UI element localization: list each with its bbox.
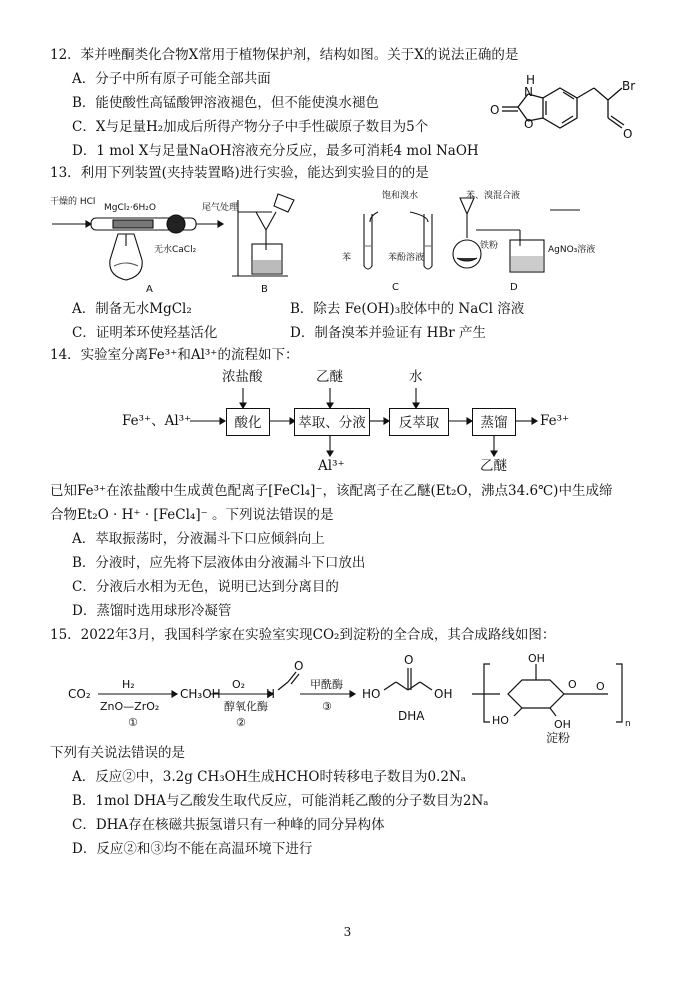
route-starch-o-ring: O <box>568 678 577 691</box>
apparatus-a-drier-label: 无水CaCl₂ <box>154 245 197 255</box>
apparatus-c-right-label: 苯酚溶液 <box>388 253 425 263</box>
q14-step-acidify: 酸化 <box>226 408 270 436</box>
q12-option-a: A．分子中所有原子可能全部共面 <box>72 71 271 87</box>
q13-option-b: B．除去 Fe(OH)₃胶体中的 NaCl 溶液 <box>290 301 525 317</box>
q14-step-distill: 蒸馏 <box>472 408 516 436</box>
apparatus-d-iron-label: 铁粉 <box>480 241 499 251</box>
q14-option-b: B．分液时，应先将下层液体由分液漏斗下口放出 <box>72 555 366 571</box>
apparatus-b-label: B <box>261 284 268 295</box>
route-cat1: ZnO—ZrO₂ <box>100 700 160 713</box>
q12-atom-o-ring: O <box>524 117 534 131</box>
q15-option-d: D．反应②和③均不能在高温环境下进行 <box>72 841 313 857</box>
q15-sub: 下列有关说法错误的是 <box>50 745 185 761</box>
q14-text-1: 已知Fe³⁺在浓盐酸中生成黄色配离子[FeCl₄]⁻，该配离子在乙醚(Et₂O，沸点34.6℃)中生成缔 <box>50 483 613 499</box>
route-hcho-o: O <box>294 659 304 673</box>
route-dha-oh: OH <box>434 687 453 701</box>
apparatus-d-label: D <box>510 282 518 293</box>
q14-step-extract: 萃取、分液 <box>294 408 370 436</box>
apparatus-b <box>228 190 318 295</box>
route-n2: ② <box>236 716 246 729</box>
q15-stem: 15．2022年3月，我国科学家在实验室实现CO₂到淀粉的全合成，其合成路线如图： <box>50 627 556 643</box>
route-co2: CO₂ <box>68 687 91 701</box>
q14-option-d: D．蒸馏时选用球形冷凝管 <box>72 603 232 619</box>
q12-option-c: C．X与足量H₂加成后所得产物分子中手性碳原子数目为5个 <box>72 119 429 135</box>
q14-step-back-extract: 反萃取 <box>389 408 449 436</box>
route-dha-label: DHA <box>398 709 425 723</box>
q12-stem: 12．苯并唑酮类化合物X常用于植物保护剂，结构如图。关于X的说法正确的是 <box>50 47 519 63</box>
page-number: 3 <box>343 925 352 939</box>
q12-atom-br: Br <box>622 79 636 93</box>
q13-stem: 13．利用下列装置(夹持装置略)进行实验，能达到实验目的的是 <box>50 165 429 181</box>
apparatus-c <box>340 186 450 296</box>
route-starch-oh-top: OH <box>528 652 545 665</box>
q14-flow-start: Fe³⁺、Al³⁺ <box>122 413 192 429</box>
apparatus-a-hcl-label: 干燥的 HCl <box>50 197 96 207</box>
apparatus-d-silver-label: AgNO₃溶液 <box>548 245 596 255</box>
apparatus-d-mix-label: 苯、溴混合液 <box>466 191 521 201</box>
route-starch-label: 淀粉 <box>546 731 571 745</box>
apparatus-a-label: A <box>146 284 153 295</box>
q14-input-ether: 乙醚 <box>316 369 343 385</box>
q13-option-c: C．证明苯环使羟基活化 <box>72 325 218 341</box>
q12-atom-h: H <box>526 73 536 87</box>
q12-option-b: B．能使酸性高锰酸钾溶液褪色，但不能使溴水褪色 <box>72 95 379 111</box>
route-n1: ① <box>128 716 138 729</box>
route-starch-oh-bottom: OH <box>554 718 571 731</box>
q14-flow-end: Fe³⁺ <box>540 413 570 429</box>
route-cat2: 醇氧化酶 <box>224 700 268 713</box>
q15-option-b: B．1mol DHA与乙酸发生取代反应，可能消耗乙酸的分子数目为2Nₐ <box>72 793 489 809</box>
route-starch-ho: HO <box>492 714 509 727</box>
apparatus-c-reagent-label: 饱和溴水 <box>382 191 419 201</box>
route-ch3oh: CH₃OH <box>180 687 221 701</box>
q15-option-c: C．DHA存在核磁共振氢谱只有一种峰的同分异构体 <box>72 817 385 833</box>
apparatus-c-left-label: 苯 <box>342 253 352 263</box>
route-dha-o: O <box>404 653 414 667</box>
q14-option-c: C．分液后水相为无色，说明已达到分离目的 <box>72 579 339 595</box>
q14-output-al: Al³⁺ <box>318 458 345 474</box>
q14-option-a: A．萃取振荡时，分液漏斗下口应倾斜向上 <box>72 531 325 547</box>
q14-input-water: 水 <box>409 369 423 385</box>
q12-structure-diagram <box>482 70 682 160</box>
q14-output-ether: 乙醚 <box>480 458 507 474</box>
route-dha-ho: HO <box>362 687 381 701</box>
q13-option-a: A．制备无水MgCl₂ <box>72 301 192 317</box>
apparatus-a <box>48 190 248 295</box>
q14-stem: 14．实验室分离Fe³⁺和Al³⁺的流程如下： <box>50 347 299 363</box>
apparatus-a-tail-label: 尾气处理 <box>202 203 239 213</box>
q14-input-hcl: 浓盐酸 <box>222 369 263 385</box>
apparatus-a-reagent-label: MgCl₂·6H₂O <box>104 203 156 213</box>
q12-option-d: D．1 mol X与足量NaOH溶液充分反应，最多可消耗4 mol NaOH <box>72 143 479 159</box>
q12-atom-n: N <box>524 85 533 99</box>
q15-option-a: A．反应②中，3.2g CH₃OH生成HCHO时转移电子数目为0.2Nₐ <box>72 769 466 785</box>
q14-text-2: 合物Et₂O · H⁺ · [FeCl₄]⁻ 。下列说法错误的是 <box>50 507 334 523</box>
apparatus-d <box>450 186 650 296</box>
route-hcho-h: H <box>266 687 276 701</box>
route-enzyme3: 甲酰酶 <box>310 678 343 691</box>
route-o2: O₂ <box>232 678 246 691</box>
apparatus-c-label: C <box>392 282 399 293</box>
q15-route-diagram <box>60 650 640 745</box>
q12-atom-o-aldehyde: O <box>623 127 633 141</box>
q13-option-d: D．制备溴苯并验证有 HBr 产生 <box>290 325 487 341</box>
route-starch-o-link: O <box>596 680 605 693</box>
route-h2: H₂ <box>122 678 135 691</box>
q12-atom-o-carbonyl: O <box>490 103 500 117</box>
route-starch-n: n <box>625 719 631 729</box>
route-n3: ③ <box>322 700 332 713</box>
